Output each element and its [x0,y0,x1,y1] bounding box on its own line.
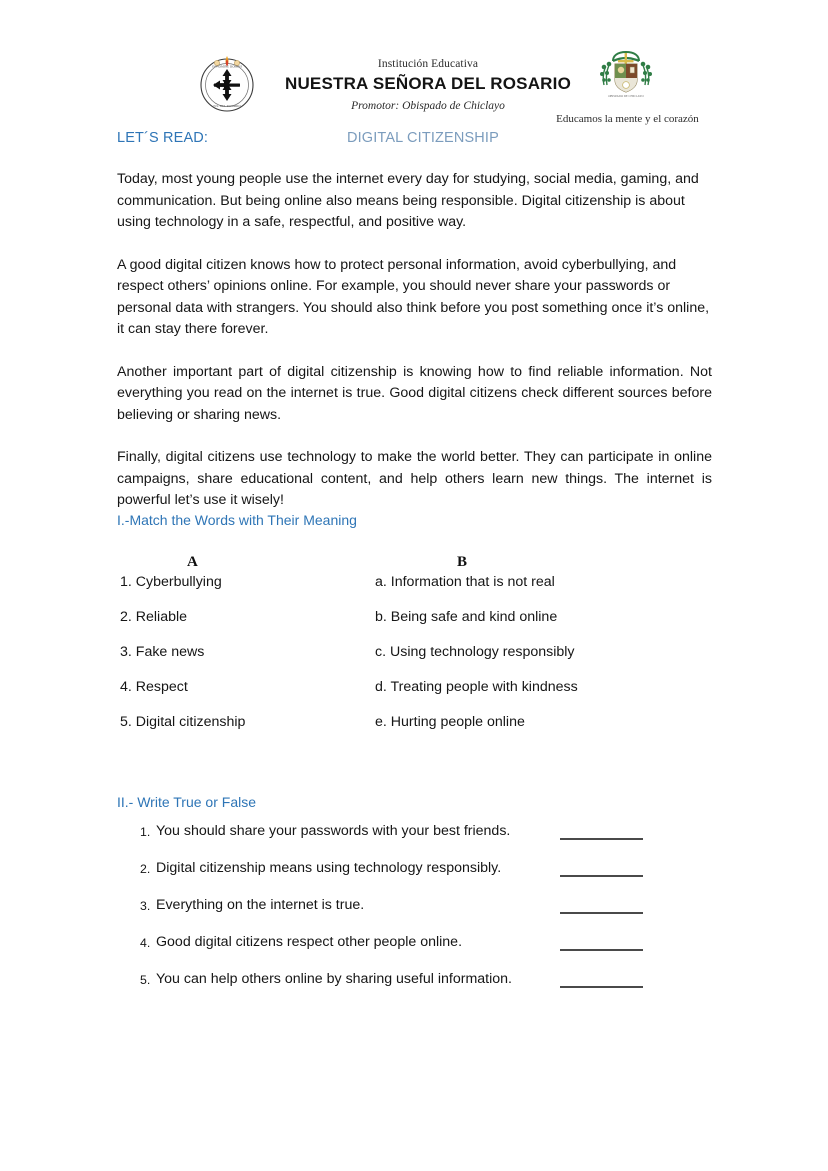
matching-definition: c. Using technology responsibly [375,644,575,660]
answer-blank[interactable] [560,875,643,877]
school-name: NUESTRA SEÑORA DEL ROSARIO [284,74,572,93]
letterhead [0,22,828,125]
matching-row [117,609,717,644]
promoter-label: Promotor: Obispado de Chiclayo [351,100,505,112]
matching-exercise [117,554,717,749]
svg-text:OBISPADO DE CHICLAYO: OBISPADO DE CHICLAYO [608,94,644,98]
reading-title-row [117,130,717,150]
true-false-row [140,897,720,934]
matching-term: 5. Digital citizenship [120,714,246,730]
answer-blank[interactable] [560,986,643,988]
matching-definition: a. Information that is not real [375,574,555,590]
lets-read-label: LET´S READ: [117,130,209,146]
school-crest-logo [196,52,258,114]
item-statement: Digital citizenship means using technology responsibly. [156,860,502,876]
reading-paragraph: Finally, digital citizens use technology to make the world better. They can participate in online campaigns, share educational content, and help others learn new things. The internet is powerful let’s use it wisely! [117,449,712,508]
item-statement: You should share your passwords with your best friends. [156,823,511,839]
school-identity [268,57,588,114]
item-statement: Good digital citizens respect other people online. [156,934,463,950]
column-b-header: B [457,554,468,570]
item-statement: Everything on the internet is true. [156,897,365,913]
reading-paragraph: Another important part of digital citizenship is knowing how to find reliable information. Not everything you read on the internet is true. Good digital citizens check different sources before believing or sharing news. [117,363,712,423]
diocese-coat-of-arms-logo [595,46,657,106]
answer-blank[interactable] [560,912,643,914]
item-number: 1. [140,825,151,839]
institution-label: Institución Educativa [377,58,479,70]
matching-row [117,644,717,679]
item-number: 2. [140,862,151,876]
matching-definition: b. Being safe and kind online [375,609,558,625]
item-number: 4. [140,936,151,950]
item-statement: You can help others online by sharing useful information. [156,971,512,987]
matching-row [117,679,717,714]
matching-header-row [117,554,717,574]
reading-paragraph: Today, most young people use the internet every day for studying, social media, gaming, and communication. But being online also means being responsible. Digital citizenship is about using technology in a safe, respectful, and positive way. [117,171,699,230]
item-number: 3. [140,899,151,913]
matching-row [117,574,717,609]
exercise-two-title: II.- Write True or False [117,794,256,810]
svg-text:N.S. DEL ROSARIO: N.S. DEL ROSARIO [213,104,241,108]
reading-paragraph: A good digital citizen knows how to protect personal information, avoid cyberbullying, and respect others’ opinions online. For example, you should never share your passwords or personal data with strangers. You should also think before you post something once it’s online, it can stay there forever. [117,256,710,337]
matching-term: 3. Fake news [120,644,205,660]
matching-definition: d. Treating people with kindness [375,679,578,695]
true-false-row [140,934,720,971]
reading-body [117,169,712,533]
answer-blank[interactable] [560,838,643,840]
item-number: 5. [140,973,151,987]
reading-topic-title: DIGITAL CITIZENSHIP [347,130,499,146]
matching-definition: e. Hurting people online [375,714,525,730]
true-false-row [140,823,720,860]
matching-term: 4. Respect [120,679,188,695]
true-false-exercise [140,823,720,1008]
matching-row [117,714,717,749]
matching-term: 1. Cyberbullying [120,574,222,590]
diocese-motto: Educamos la mente y el corazón [556,113,699,125]
column-a-header: A [187,554,198,570]
svg-text:IN NOMINE DOMINI: IN NOMINE DOMINI [212,64,242,69]
exercise-one-title: I.-Match the Words with Their Meaning [117,512,357,528]
true-false-row [140,860,720,897]
answer-blank[interactable] [560,949,643,951]
true-false-row [140,971,720,1008]
matching-term: 2. Reliable [120,609,188,625]
